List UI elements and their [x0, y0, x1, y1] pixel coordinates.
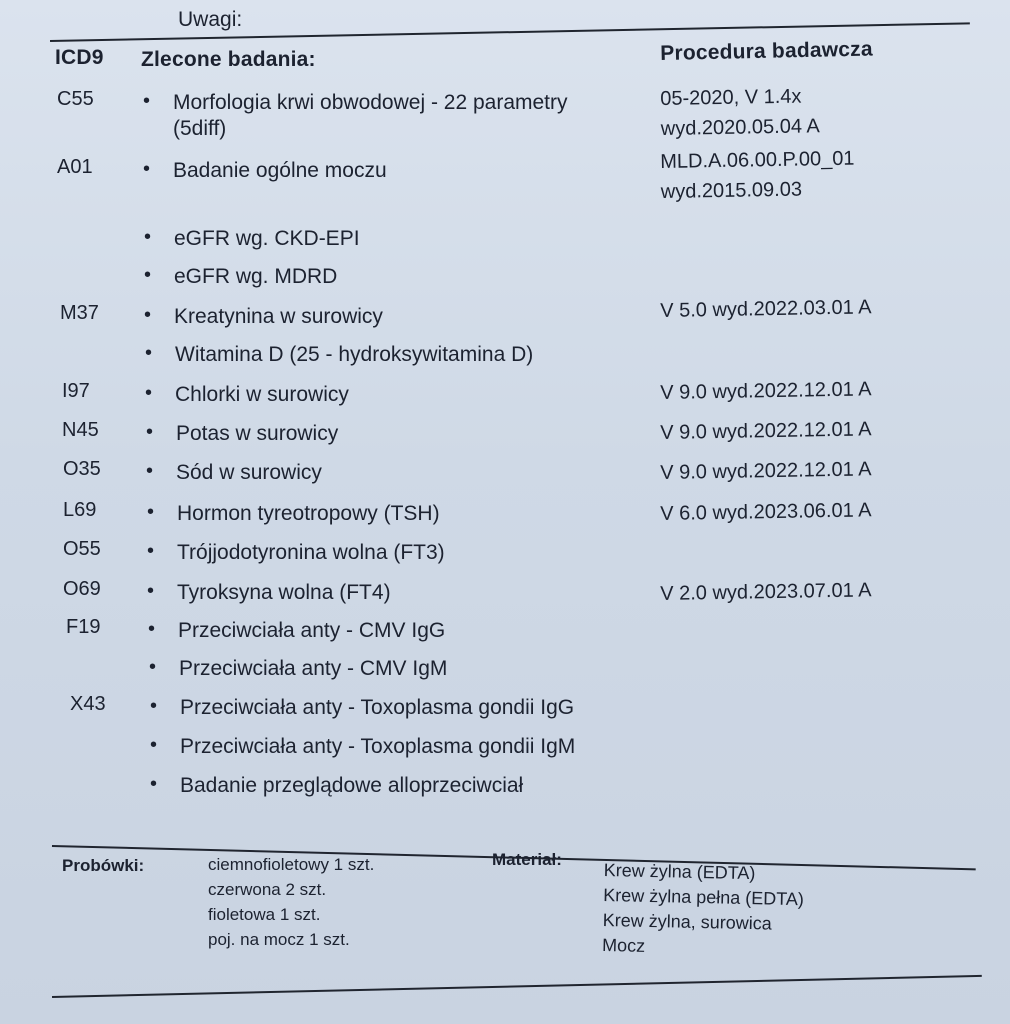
bullet-icon: • — [144, 264, 152, 286]
procedure-ref — [660, 81, 820, 144]
tube-item: fioletowa 1 szt. — [208, 905, 321, 924]
test-name — [174, 264, 337, 290]
test-name-line: Witamina D (25 - hydroksywitamina D) — [175, 343, 534, 366]
bullet-icon: • — [146, 460, 154, 482]
test-name-line: Przeciwciała anty - CMV IgG — [178, 619, 446, 642]
bullet-icon: • — [143, 90, 151, 112]
procedure-ref — [660, 414, 872, 448]
test-name-line: Badanie ogólne moczu — [173, 159, 387, 182]
procedure-line: wyd.2015.09.03 — [660, 178, 803, 203]
procedure-line: 05-2020, V 1.4x — [660, 85, 802, 110]
test-name — [177, 540, 445, 566]
icd9-code: A01 — [57, 156, 93, 178]
material-item: Krew żylna (EDTA) — [603, 859, 756, 884]
test-name — [173, 90, 568, 142]
header-icd9: ICD9 — [55, 46, 104, 69]
icd9-code: I97 — [62, 380, 90, 402]
bullet-icon: • — [145, 382, 153, 404]
test-name-line: Badanie przeglądowe alloprzeciwciał — [180, 774, 524, 797]
bullet-icon: • — [147, 580, 155, 602]
material-item: Mocz — [601, 934, 646, 956]
test-name — [177, 501, 440, 527]
test-name — [174, 226, 360, 252]
material-item: Krew żylna, surowica — [602, 909, 772, 934]
uwagi-label: Uwagi: — [178, 8, 243, 31]
procedure-ref — [660, 575, 872, 609]
procedure-line: V 6.0 wyd.2023.06.01 A — [660, 499, 872, 525]
test-name-line: Przeciwciała anty - CMV IgM — [179, 657, 448, 680]
procedure-line: V 9.0 wyd.2022.12.01 A — [660, 378, 872, 404]
icd9-code: X43 — [70, 693, 106, 715]
procedure-line: V 9.0 wyd.2022.12.01 A — [660, 418, 872, 444]
test-name-line: Hormon tyreotropowy (TSH) — [177, 502, 440, 525]
test-name-line: Tyroksyna wolna (FT4) — [177, 581, 391, 604]
procedure-ref — [660, 144, 855, 207]
test-name-line: Potas w surowicy — [176, 422, 339, 445]
test-name-line: eGFR wg. CKD-EPI — [174, 227, 360, 250]
procedure-line: wyd.2020.05.04 A — [660, 115, 820, 140]
test-name — [180, 734, 575, 760]
test-name-line: Sód w surowicy — [176, 461, 322, 484]
test-name — [175, 382, 349, 408]
tubes-list — [208, 852, 374, 952]
material-label: Materiał: — [492, 850, 562, 869]
material-item: Krew żylna pełna (EDTA) — [603, 884, 805, 910]
icd9-code: O35 — [63, 458, 101, 480]
bullet-icon: • — [148, 618, 156, 640]
bullet-icon: • — [150, 773, 158, 795]
procedure-ref — [660, 292, 872, 326]
tubes-label: Probówki: — [62, 856, 145, 875]
bullet-icon: • — [145, 342, 153, 364]
bullet-icon: • — [146, 421, 154, 443]
bullet-icon: • — [143, 158, 151, 180]
test-name-line: Przeciwciała anty - Toxoplasma gondii IgG — [180, 696, 575, 719]
bullet-icon: • — [144, 304, 152, 326]
bullet-icon: • — [150, 734, 158, 756]
icd9-code: C55 — [57, 88, 94, 110]
footer-bottom-rule — [52, 975, 982, 998]
procedure-line: MLD.A.06.00.P.00_01 — [660, 147, 855, 173]
test-name-line: (5diff) — [173, 117, 227, 140]
test-name — [180, 695, 574, 721]
icd9-code: L69 — [63, 499, 97, 521]
header-procedure: Procedura badawcza — [660, 37, 873, 65]
test-name — [177, 580, 391, 606]
test-name-line: Chlorki w surowicy — [175, 383, 349, 406]
test-name-line: Trójjodotyronina wolna (FT3) — [177, 541, 445, 564]
icd9-code: F19 — [66, 616, 101, 638]
bullet-icon: • — [147, 540, 155, 562]
test-name-line: eGFR wg. MDRD — [174, 265, 338, 288]
tube-item: czerwona 2 szt. — [208, 880, 327, 899]
test-name — [176, 421, 338, 447]
bullet-icon: • — [149, 656, 157, 678]
bullet-icon: • — [150, 695, 158, 717]
icd9-code: N45 — [62, 419, 99, 441]
icd9-code: M37 — [60, 302, 99, 324]
test-name — [175, 342, 533, 368]
procedure-ref — [660, 374, 872, 408]
procedure-line: V 9.0 wyd.2022.12.01 A — [660, 458, 872, 484]
procedure-line: V 5.0 wyd.2022.03.01 A — [660, 296, 872, 322]
test-name — [174, 304, 383, 330]
procedure-ref — [660, 495, 872, 529]
test-name-line: Przeciwciała anty - Toxoplasma gondii IgM — [180, 735, 576, 758]
test-name-line: Kreatynina w surowicy — [174, 305, 383, 328]
test-name — [179, 656, 447, 682]
tube-item: ciemnofioletowy 1 szt. — [208, 855, 375, 874]
test-name — [178, 618, 445, 644]
test-name — [173, 158, 387, 184]
bullet-icon: • — [147, 501, 155, 523]
materials-list — [602, 858, 805, 962]
test-name — [180, 773, 523, 799]
procedure-ref — [660, 454, 872, 488]
procedure-line: V 2.0 wyd.2023.07.01 A — [660, 579, 872, 605]
tube-item: poj. na mocz 1 szt. — [208, 930, 350, 949]
icd9-code: O55 — [63, 538, 101, 560]
icd9-code: O69 — [63, 578, 101, 600]
bullet-icon: • — [144, 226, 152, 248]
test-name — [176, 460, 322, 486]
header-tests: Zlecone badania: — [141, 48, 316, 71]
test-name-line: Morfologia krwi obwodowej - 22 parametry — [173, 91, 568, 114]
